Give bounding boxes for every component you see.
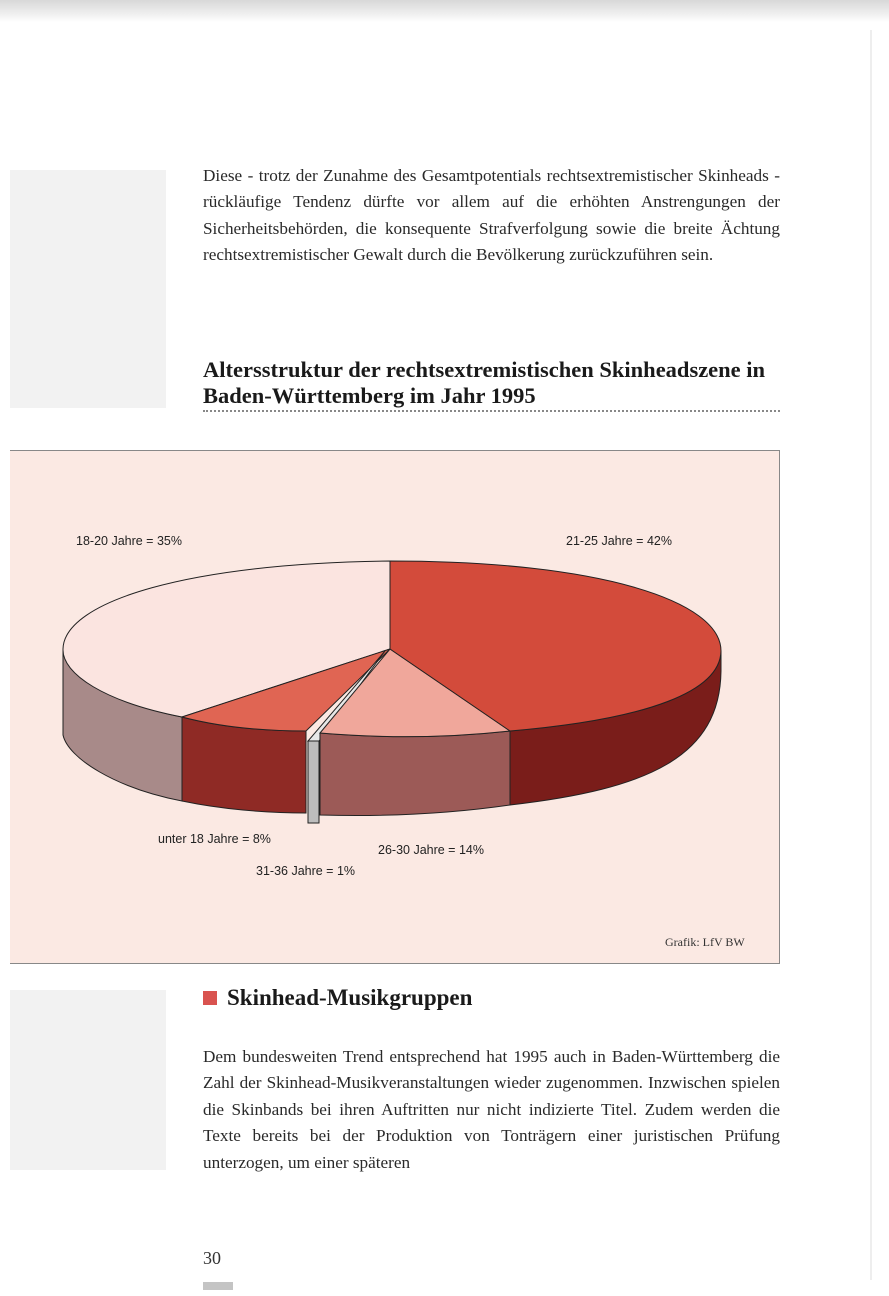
- label-31-36: 31-36 Jahre = 1%: [256, 864, 356, 878]
- top-scan-edge: [0, 0, 889, 22]
- margin-box-top: [10, 170, 166, 408]
- pie-chart: [10, 451, 779, 963]
- label-18-20: 18-20 Jahre = 35%: [76, 534, 182, 548]
- margin-box-bottom: [10, 990, 166, 1170]
- pie-chart-panel: [10, 450, 780, 964]
- pie-side-26-30: [320, 731, 510, 816]
- pie-side-unter-18: [182, 717, 306, 813]
- chart-heading: Altersstruktur der rechtsextremistischen Skinheadszene in Baden-Württemberg im Jahr 1995: [203, 357, 766, 408]
- page-number: 30: [203, 1248, 221, 1268]
- body-paragraph: Dem bundesweiten Trend entsprechend hat 1995 auch in Baden-Württemberg die Zahl der Skinhead-Musikveranstaltungen wieder zugenommen. Inzwischen spielen die Skinbands bei ihren Auftritten nur nicht indizierte Titel. Zudem werden die Texte bereits bei der Produktion von Tonträgern einer juristischen Prüfung unterzogen, um einer späteren: [203, 1047, 780, 1172]
- pie-side-31-36: [308, 741, 319, 823]
- page-edge: [870, 30, 872, 1280]
- section-bullet-icon: [203, 991, 217, 1005]
- intro-paragraph: Diese - trotz der Zunahme des Gesamtpotentials rechtsextremistischer Skinheads - rückläufige Tendenz dürfte vor allem auf die erhöhten Anstrengungen der Sicherheitsbehörden, die konsequente Strafverfolgung sowie die breite Ächtung rechtsextremistischer Gewalt durch die Bevölkerung zurückzuführen sein.: [203, 166, 780, 265]
- heading-dotted-rule: [203, 410, 780, 412]
- label-unter-18: unter 18 Jahre = 8%: [158, 832, 271, 846]
- label-21-25: 21-25 Jahre = 42%: [566, 534, 672, 548]
- label-26-30: 26-30 Jahre = 14%: [378, 843, 484, 857]
- section-heading-text: Skinhead-Musikgruppen: [227, 985, 473, 1010]
- chart-credit: Grafik: LfV BW: [665, 935, 745, 949]
- section-heading: [203, 985, 472, 1011]
- page-number-marker: [203, 1282, 233, 1290]
